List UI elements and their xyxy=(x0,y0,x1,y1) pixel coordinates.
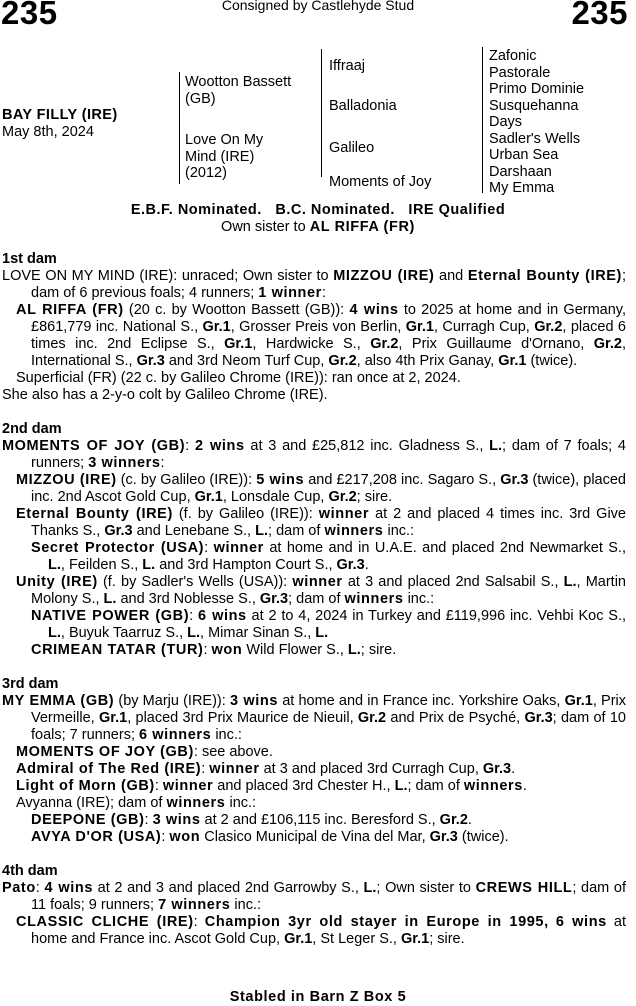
bold-text: Gr.1 xyxy=(194,489,223,505)
pedigree-g2-dam-sire: Galileo xyxy=(329,140,375,156)
text-run: , Prix Vermeille, xyxy=(31,693,626,726)
foaled-date: May 8th, 2024 xyxy=(2,124,94,140)
text-run: and 3rd Hampton Court S., xyxy=(155,557,337,573)
bold-text: L. xyxy=(363,880,377,896)
pedigree-line-1 xyxy=(179,72,180,184)
text-run: and xyxy=(434,268,468,284)
produce-entry xyxy=(2,574,626,608)
text-run: and £217,208 inc. Sagaro S., xyxy=(304,472,501,488)
text-run: ; dam of 6 previous foals; 4 runners; xyxy=(31,268,626,301)
pedigree-g3-item: Pastorale xyxy=(489,64,551,81)
bold-text: Light of Morn (GB) xyxy=(16,778,155,794)
bold-text: winner xyxy=(318,506,370,522)
bold-text: 4 wins xyxy=(349,302,399,318)
bold-text: Gr.3 xyxy=(336,557,365,573)
bold-text: Gr.2 xyxy=(328,353,357,369)
horse-description: BAY FILLY (IRE) xyxy=(2,107,118,123)
text-run xyxy=(549,914,556,930)
bold-text: DEEPONE (GB) xyxy=(31,812,145,828)
own-sister-name: AL RIFFA (FR) xyxy=(309,219,415,235)
produce-entry: Superficial (FR) (22 c. by Galileo Chrome (IRE)): ran once at 2, 2024. xyxy=(16,370,461,386)
produce-entry xyxy=(2,642,626,659)
text-run: inc.: xyxy=(225,795,257,811)
bold-text: Secret Protector (USA) xyxy=(31,540,205,556)
bold-text: L. xyxy=(187,625,201,641)
text-run: to 2025 at home and in Germany, £861,779 inc. National S., xyxy=(31,302,626,335)
pedigree-sire: Wootton Bassett (GB) xyxy=(185,74,292,107)
produce-entry xyxy=(2,914,626,948)
bold-text: Gr.3 xyxy=(524,710,553,726)
text-run: inc.: xyxy=(211,727,242,743)
bold-text: Eternal Bounty (IRE) xyxy=(16,506,173,522)
bold-text: won xyxy=(211,642,243,658)
bold-text: 6 winners xyxy=(139,727,212,743)
pedigree-dam-line: Love On My xyxy=(185,132,264,148)
text-run: and Prix de Psyché, xyxy=(386,710,525,726)
text-run: , St Leger S., xyxy=(312,931,401,947)
bold-text: 2 wins xyxy=(194,438,245,454)
bold-text: Admiral of The Red (IRE) xyxy=(16,761,202,777)
bold-text: Gr.3 xyxy=(104,523,133,539)
text-run: and placed 3rd Chester H., xyxy=(213,778,395,794)
text-run: : xyxy=(154,778,163,794)
bold-text: L. xyxy=(563,574,577,590)
produce-entry xyxy=(2,812,626,829)
text-run: : xyxy=(204,540,214,556)
pedigree-g2-sire-dam: Balladonia xyxy=(329,98,397,114)
text-run: : xyxy=(144,812,153,828)
produce-entry xyxy=(2,744,626,761)
produce-note: She also has a 2-y-o colt by Galileo Chrome (IRE). xyxy=(2,387,328,403)
text-run: inc.: xyxy=(230,897,262,913)
text-run: at home and in France inc. Yorkshire Oaks, xyxy=(278,693,565,709)
text-run: (twice). xyxy=(526,353,578,369)
text-run: ; dam of xyxy=(268,523,325,539)
bold-text: Gr.2 xyxy=(534,319,563,335)
pedigree-g3-item: Primo Dominie xyxy=(489,81,585,97)
text-run: ; dam of 11 foals; 9 runners; xyxy=(31,880,626,913)
text-run: at home and France inc. Ascot Gold Cup, xyxy=(31,914,626,947)
bold-text: 4 wins xyxy=(44,880,94,896)
bold-text: 6 wins xyxy=(198,608,247,624)
fourth-dam-entry xyxy=(2,880,626,914)
bold-text: CREWS HILL xyxy=(475,880,573,896)
produce-entry xyxy=(2,608,626,642)
bold-text: winner xyxy=(292,574,343,590)
bold-text: CRIMEAN TATAR (TUR) xyxy=(31,642,204,658)
text-run: Clasico Municipal de Vina del Mar, xyxy=(200,829,430,845)
produce-entry xyxy=(2,829,626,846)
text-run: : xyxy=(35,880,45,896)
text-run: : xyxy=(321,285,326,301)
text-run: at 2 and placed 4 times inc. 3rd Give Thanks S., xyxy=(31,506,626,539)
text-run: : xyxy=(161,829,170,845)
text-run: , Prix Guillaume d'Ornano, xyxy=(398,336,594,352)
produce-entry xyxy=(2,540,626,574)
text-run: (f. by Galileo (IRE)): xyxy=(172,506,319,522)
text-run: , Martin Molony S., xyxy=(31,574,626,607)
pedigree-g3-item: Zafonic xyxy=(489,48,537,64)
pedigree-line-2 xyxy=(321,49,322,177)
bold-text: Champion 3yr old stayer in Europe in 1995, xyxy=(204,914,549,930)
bold-text: L. xyxy=(315,625,329,641)
bold-text: Gr.3 xyxy=(482,761,512,777)
text-run: and 3rd Noblesse S., xyxy=(116,591,260,607)
bold-text: Gr.2 xyxy=(593,336,622,352)
text-run: (by Marju (IRE)): xyxy=(114,693,230,709)
text-run: , also 4th Prix Ganay, xyxy=(356,353,499,369)
bold-text: won xyxy=(169,829,201,845)
text-run: (twice), placed inc. 2nd Ascot Gold Cup, xyxy=(31,472,626,505)
bold-text: Gr.2 xyxy=(328,489,357,505)
text-run: ; dam of xyxy=(288,591,345,607)
text-run: (c. by Galileo (IRE)): xyxy=(116,472,257,488)
bold-text: MIZZOU (IRE) xyxy=(16,472,117,488)
lot-number-left: 235 xyxy=(1,0,58,31)
bold-text: 6 wins xyxy=(555,914,607,930)
text-run: ; sire. xyxy=(360,642,397,658)
text-run: at 2 and £106,115 inc. Beresford S., xyxy=(200,812,440,828)
text-run: : xyxy=(201,761,210,777)
bold-text: winner xyxy=(209,761,260,777)
bold-text: winners xyxy=(166,795,226,811)
bold-text: Gr.2 xyxy=(439,812,468,828)
text-run: (20 c. by Wootton Bassett (GB)): xyxy=(123,302,350,318)
text-run: inc.: xyxy=(403,591,435,607)
bold-text: Pato xyxy=(2,880,36,896)
third-dam-heading: 3rd dam xyxy=(2,676,59,692)
text-run: ; dam of 10 foals; 7 runners; xyxy=(31,710,626,743)
bold-text: winners xyxy=(324,523,384,539)
produce-entry xyxy=(2,472,626,506)
bold-text: Gr.3 xyxy=(136,353,165,369)
text-run: at 3 and £25,812 inc. Gladness S., xyxy=(244,438,490,454)
text-run: LOVE ON MY MIND (IRE): unraced; Own sister to xyxy=(2,268,334,284)
bold-text: winner xyxy=(213,540,264,556)
bold-text: winners xyxy=(463,778,523,794)
text-run: and 3rd Neom Turf Cup, xyxy=(164,353,329,369)
bold-text: L. xyxy=(48,625,61,641)
produce-entry xyxy=(2,795,626,812)
text-run: , International S., xyxy=(31,336,627,369)
text-run: ; Own sister to xyxy=(376,880,476,896)
bold-text: Gr.1 xyxy=(224,336,253,352)
text-run: ; sire. xyxy=(429,931,465,947)
bold-text: Gr.1 xyxy=(400,931,430,947)
bold-text: Gr.1 xyxy=(564,693,593,709)
bold-text: winners xyxy=(344,591,404,607)
pedigree-g3-item: Urban Sea xyxy=(489,147,559,163)
produce-entry xyxy=(2,761,626,778)
text-run: at 2 and 3 and placed 2nd Garrowby S., xyxy=(93,880,364,896)
bold-text: Gr.1 xyxy=(202,319,231,335)
bold-text: 3 wins xyxy=(152,812,201,828)
text-run: , Grosser Preis von Berlin, xyxy=(230,319,406,335)
bold-text: 3 wins xyxy=(229,693,279,709)
bold-text: L. xyxy=(394,778,408,794)
bold-text: Gr.3 xyxy=(500,472,529,488)
text-run: ; sire. xyxy=(356,489,393,505)
text-run: , Lonsdale Cup, xyxy=(222,489,329,505)
bold-text: AVYA D'OR (USA) xyxy=(31,829,162,845)
text-run: , Curragh Cup, xyxy=(433,319,535,335)
text-run: ; dam of 7 foals; 4 runners; xyxy=(31,438,627,471)
text-run: at 2 to 4, 2024 in Turkey and £119,996 inc. Vehbi Koc S., xyxy=(246,608,626,624)
bold-text: Eternal Bounty (IRE) xyxy=(467,268,622,284)
text-run: , Mimar Sinan S., xyxy=(200,625,316,641)
pedigree-g2-sire-sire: Iffraaj xyxy=(329,58,366,74)
pedigree-dam-line: Mind (IRE) xyxy=(185,148,255,165)
text-run: , Feilden S., xyxy=(60,557,143,573)
bold-text: Gr.1 xyxy=(98,710,128,726)
produce-entry xyxy=(2,778,626,795)
text-run: . xyxy=(511,761,516,777)
pedigree-dam xyxy=(185,132,263,182)
bold-text: Gr.1 xyxy=(498,353,527,369)
text-run: . xyxy=(467,812,472,828)
third-dam-entry xyxy=(2,693,626,744)
bold-text: MOMENTS OF JOY (GB) xyxy=(16,744,194,760)
bold-text: L. xyxy=(255,523,269,539)
pedigree-g3-item: Susquehanna xyxy=(489,97,579,114)
fourth-dam-heading: 4th dam xyxy=(2,863,58,879)
text-run: at 3 and placed 2nd Salsabil S., xyxy=(342,574,564,590)
bold-text: MOMENTS OF JOY (GB) xyxy=(2,438,186,454)
bold-text: Gr.1 xyxy=(284,931,313,947)
bold-text: NATIVE POWER (GB) xyxy=(31,608,190,624)
first-dam-entry xyxy=(2,268,626,302)
text-run: and Lenebane S., xyxy=(132,523,256,539)
pedigree-g3 xyxy=(489,48,584,197)
bold-text: Unity (IRE) xyxy=(16,574,98,590)
text-run: (twice). xyxy=(457,829,509,845)
bold-text: L. xyxy=(103,591,117,607)
bold-text: CLASSIC CLICHE (IRE) xyxy=(16,914,194,930)
produce-entry xyxy=(2,302,626,370)
text-run: ; dam of xyxy=(407,778,464,794)
pedigree-g3-item: Darshaan xyxy=(489,163,552,180)
bold-text: L. xyxy=(489,438,503,454)
bold-text: winner xyxy=(162,778,214,794)
text-run: , placed 3rd Prix Maurice de Nieuil, xyxy=(127,710,358,726)
bold-text: 1 winner xyxy=(258,285,322,301)
text-run: : xyxy=(185,438,195,454)
bold-text: MY EMMA (GB) xyxy=(2,693,115,709)
produce-entry xyxy=(2,506,626,540)
own-sister-line xyxy=(0,219,636,235)
bold-text: MIZZOU (IRE) xyxy=(333,268,435,284)
bold-text: Gr.1 xyxy=(405,319,434,335)
text-run: : see above. xyxy=(193,744,273,760)
text-run: : xyxy=(160,455,165,471)
text-run: (f. by Sadler's Wells (USA)): xyxy=(97,574,293,590)
pedigree-g3-item: Days xyxy=(489,114,523,130)
pedigree-g2-dam-dam: Moments of Joy xyxy=(329,174,432,190)
pedigree-g3-item: Sadler's Wells xyxy=(489,130,581,147)
consignor: Consigned by Castlehyde Stud xyxy=(221,0,415,13)
text-run: : xyxy=(189,608,198,624)
text-run: , placed 6 times inc. 2nd Eclipse S., xyxy=(31,319,626,352)
bold-text: Gr.3 xyxy=(259,591,289,607)
pedigree-line-3 xyxy=(482,47,483,193)
first-dam-heading: 1st dam xyxy=(2,251,57,267)
second-dam-entry xyxy=(2,438,626,472)
text-run: : xyxy=(193,914,205,930)
bold-text: Gr.2 xyxy=(370,336,399,352)
nominations: E.B.F. Nominated. B.C. Nominated. IRE Qualified xyxy=(130,202,506,218)
pedigree-dam-line: (2012) xyxy=(185,165,227,181)
second-dam-heading: 2nd dam xyxy=(2,421,62,437)
bold-text: Gr.3 xyxy=(429,829,458,845)
text-run: , Buyuk Taarruz S., xyxy=(60,625,188,641)
bold-text: L. xyxy=(48,557,61,573)
catalogue-body xyxy=(2,251,626,948)
own-sister-text: Own sister to xyxy=(221,219,310,235)
bold-text: 3 winners xyxy=(88,455,161,471)
bold-text: Gr.2 xyxy=(357,710,387,726)
bold-text: L. xyxy=(142,557,156,573)
text-run: at home and in U.A.E. and placed 2nd Newmarket S., xyxy=(263,540,626,556)
bold-text: L. xyxy=(347,642,361,658)
text-run: , Hardwicke S., xyxy=(252,336,371,352)
text-run: inc.: xyxy=(383,523,415,539)
text-run: Wild Flower S., xyxy=(242,642,348,658)
bold-text: 7 winners xyxy=(158,897,231,913)
bold-text: AL RIFFA (FR) xyxy=(16,302,124,318)
text-run: . xyxy=(364,557,369,573)
text-run: : xyxy=(203,642,212,658)
bold-text: 5 wins xyxy=(256,472,305,488)
text-run: at 3 and placed 3rd Curragh Cup, xyxy=(259,761,483,777)
lot-number-right: 235 xyxy=(571,0,628,31)
text-run: . xyxy=(522,778,527,794)
pedigree-g3-item: My Emma xyxy=(489,180,555,196)
text-run: Avyanna (IRE); dam of xyxy=(16,795,167,811)
stabling-footer: Stabled in Barn Z Box 5 xyxy=(229,989,407,1005)
